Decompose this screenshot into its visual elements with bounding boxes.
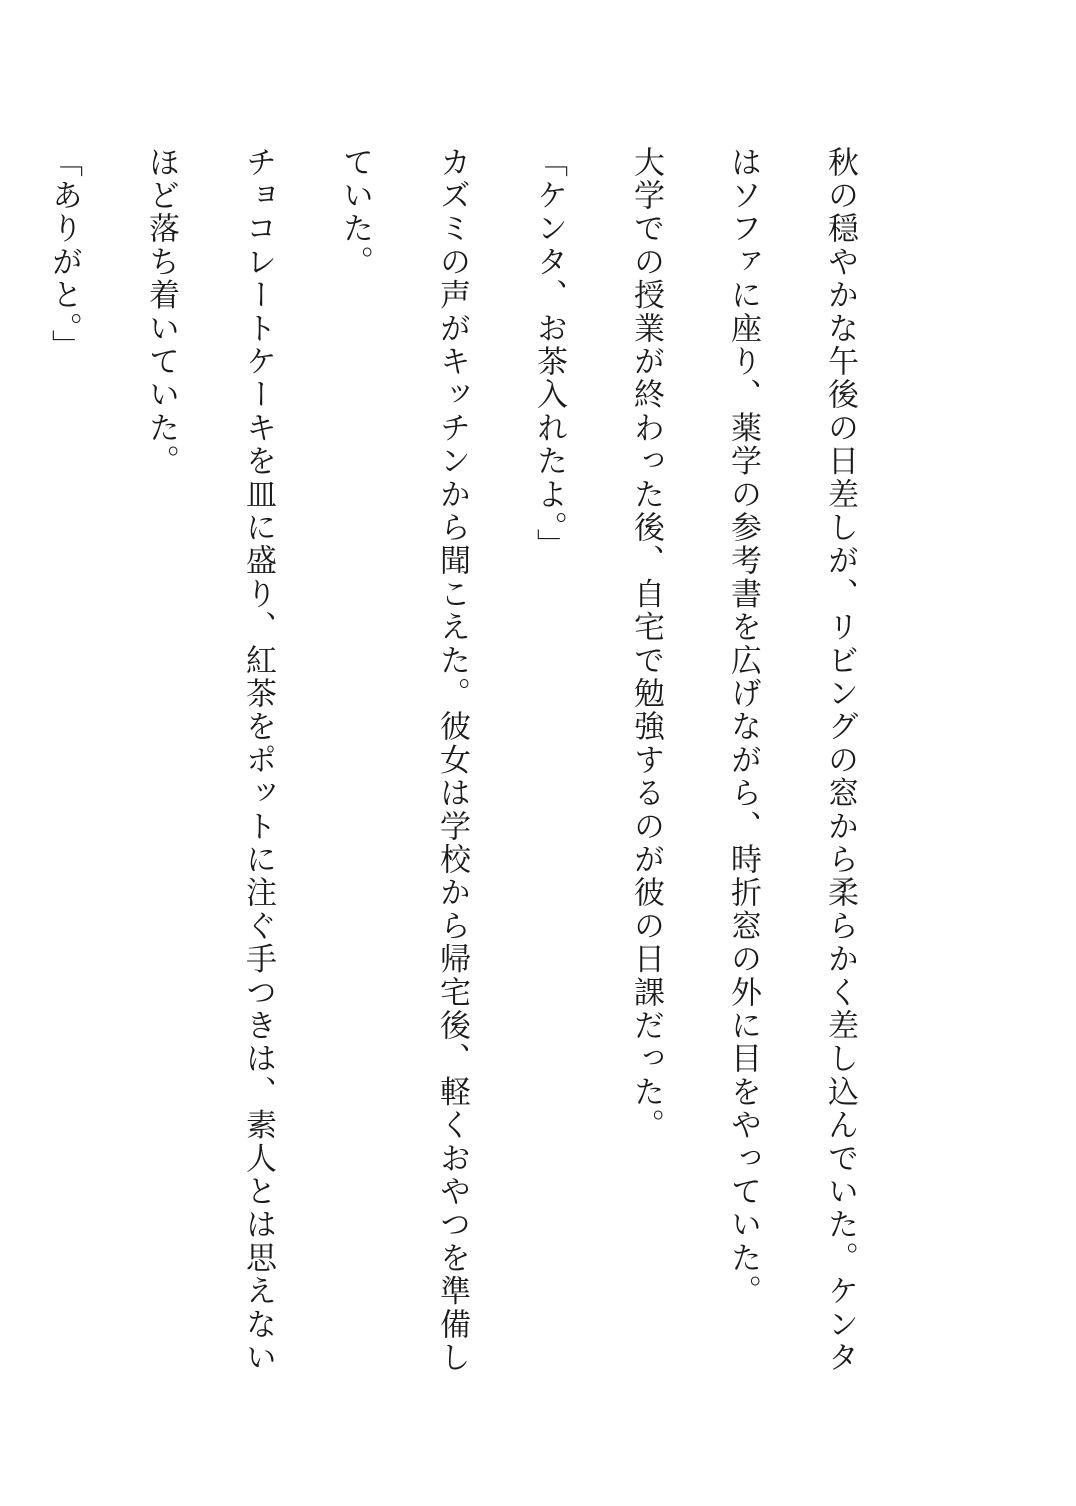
vertical-text-body <box>46 146 888 1386</box>
dialogue-kazumi: 「ケンタ、お茶入れたよ。」 <box>531 146 567 563</box>
paragraph-1: 秋の穏やかな午後の日差しが、リビングの窓から柔らかく差し込んでいた。ケンタはソファに座り、薬学の参考書を広げながら、時折窓の外に目をやっていた。 <box>725 146 858 1375</box>
paragraph-2: 大学での授業が終わった後、自宅で勉強するのが彼の日課だった。 <box>628 146 664 1142</box>
paragraph-5 <box>0 146 15 1386</box>
dialogue-kenta: 「ありがと。」 <box>46 146 82 363</box>
paragraph-4: チョコレートケーキを皿に盛り、紅茶をポットに注ぐ手つきは、素人とは思えないほど落ち着いていた。 <box>143 146 276 1375</box>
paragraph-3: カズミの声がキッチンから聞こえた。彼女は学校から帰宅後、軽くおやつを準備していた。 <box>337 146 470 1375</box>
